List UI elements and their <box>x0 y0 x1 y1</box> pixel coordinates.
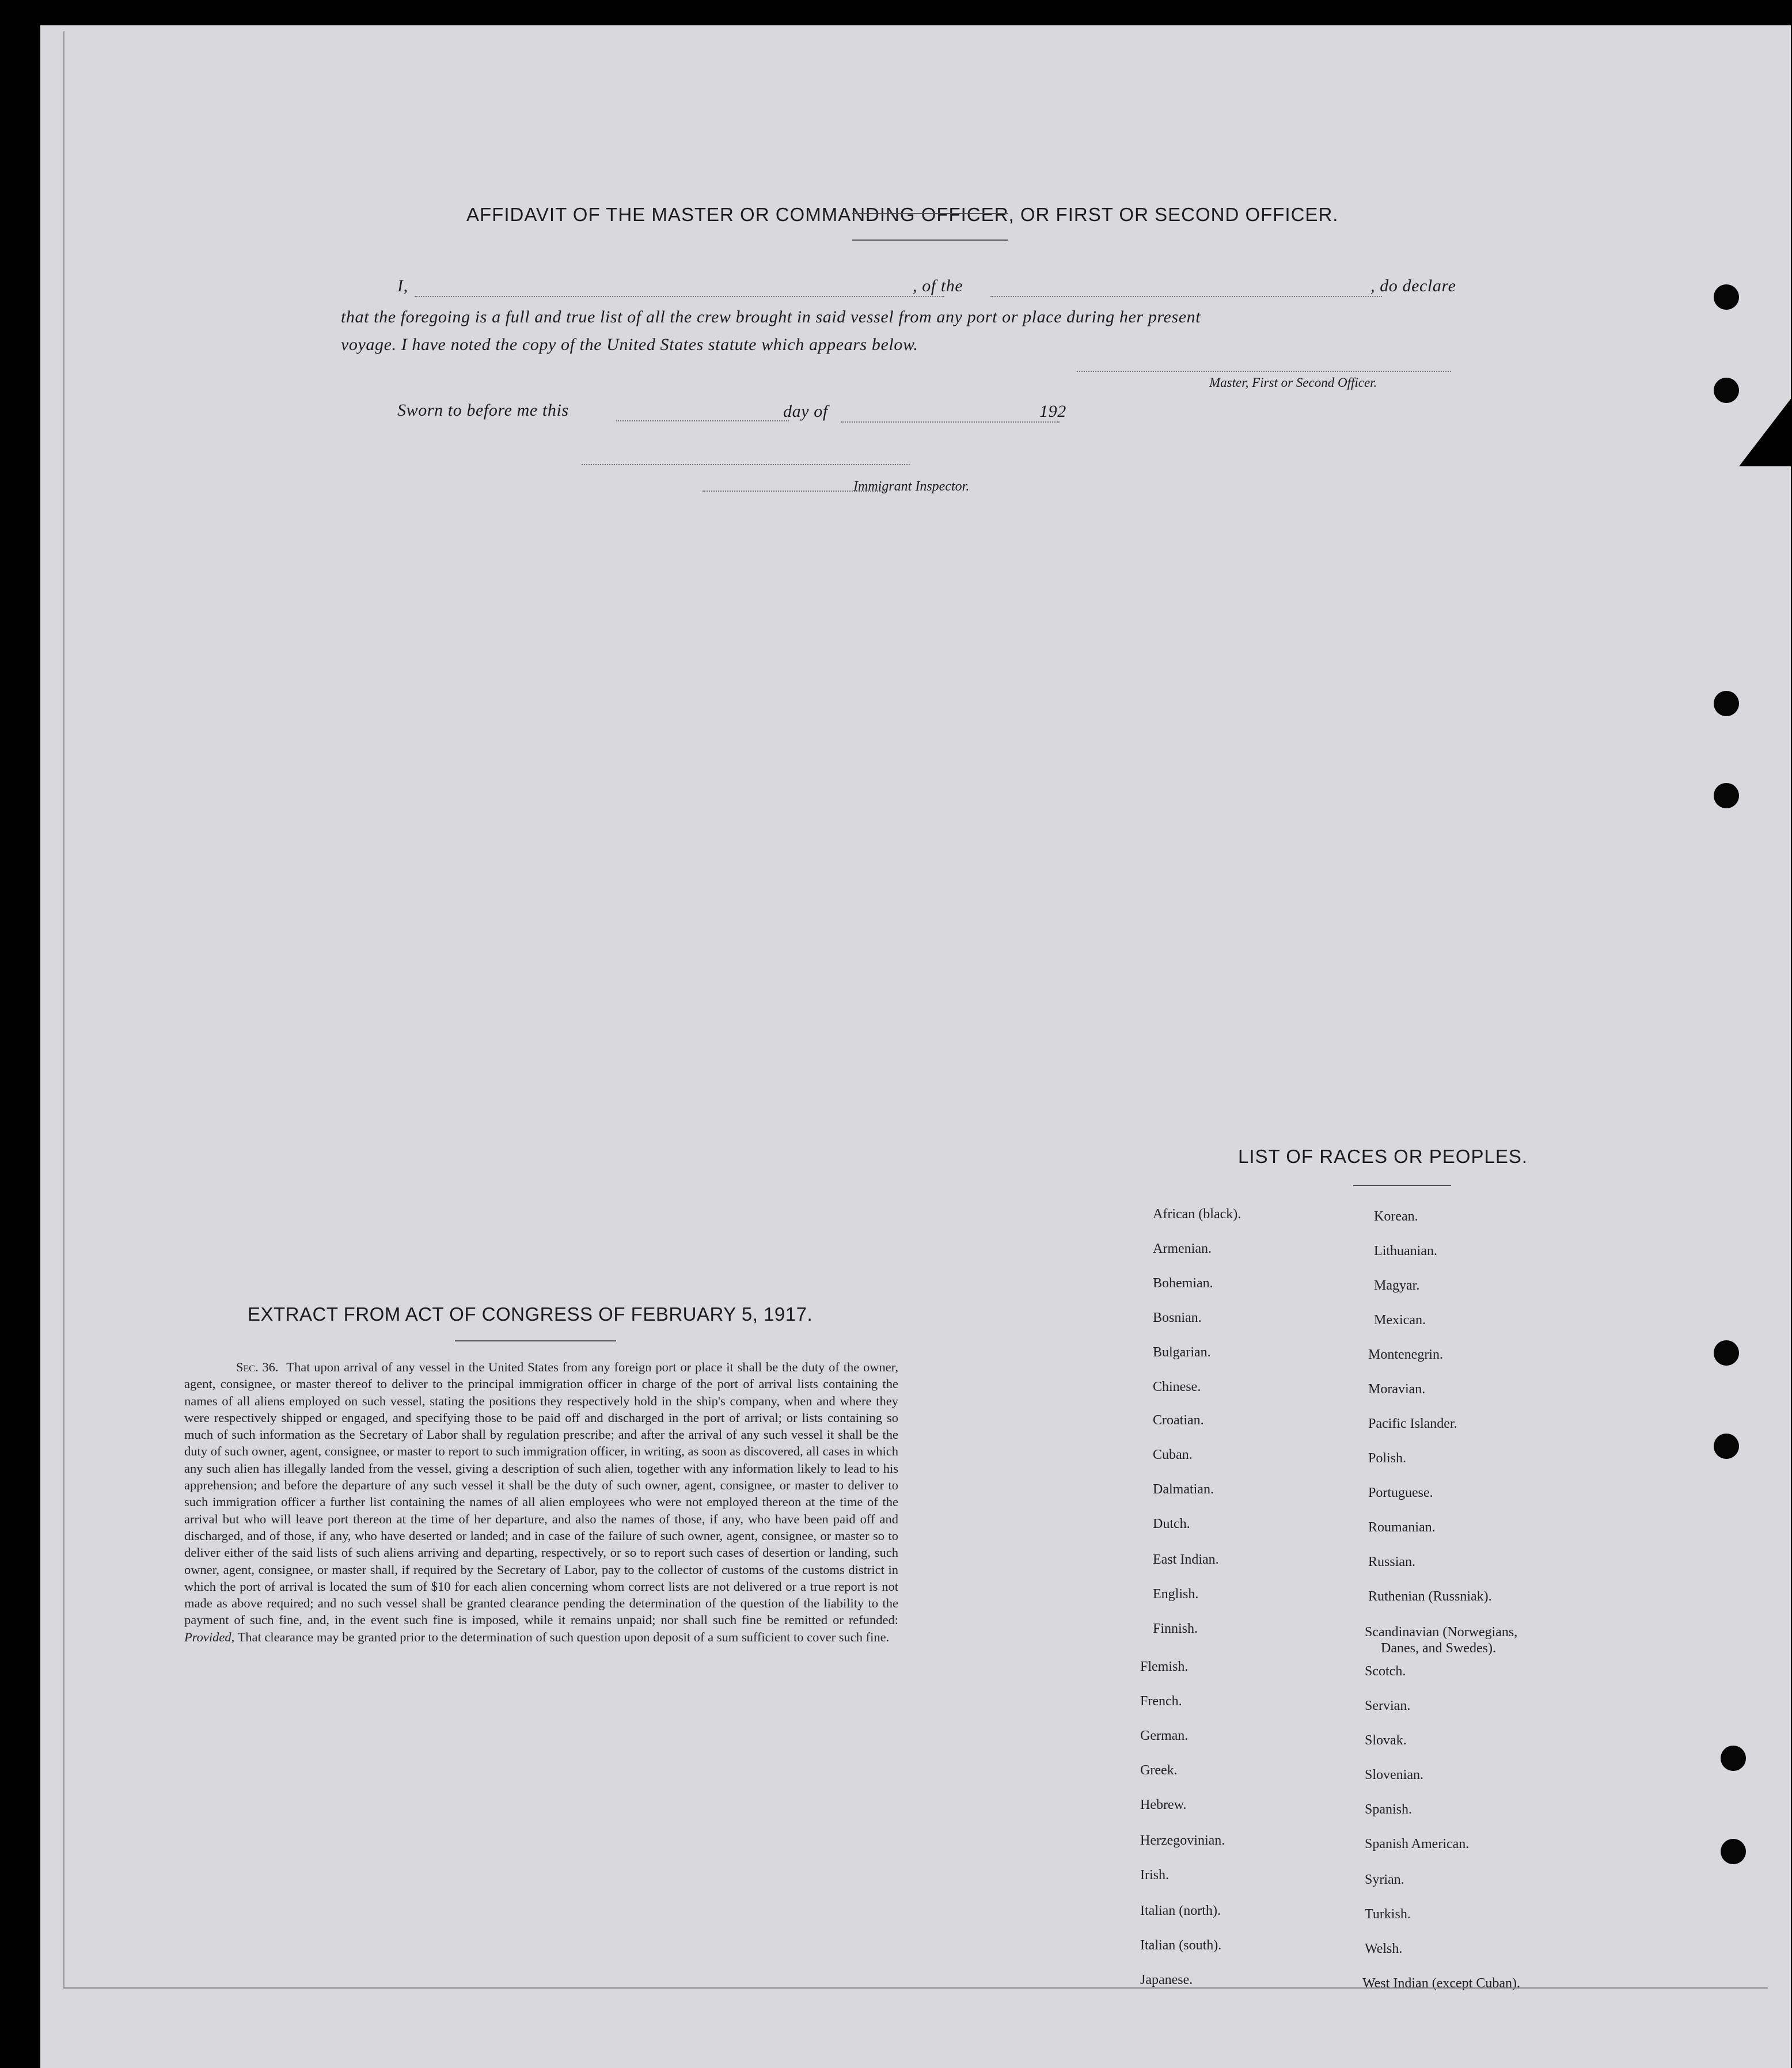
race-item: Roumanian. <box>1368 1520 1436 1535</box>
title-divider <box>852 213 1008 214</box>
race-item: Scandinavian (Norwegians, <box>1365 1625 1518 1640</box>
punch-hole <box>1714 1340 1739 1366</box>
declarant-label: I, <box>397 276 408 295</box>
race-item: African (black). <box>1153 1207 1242 1222</box>
race-item: Pacific Islander. <box>1368 1416 1457 1431</box>
race-item: Cuban. <box>1153 1447 1193 1462</box>
race-item: Lithuanian. <box>1374 1244 1437 1259</box>
extract-title-underline <box>455 1340 616 1341</box>
sworn-month-line[interactable] <box>841 421 1060 423</box>
race-item: Japanese. <box>1140 1972 1193 1987</box>
race-item: Armenian. <box>1153 1241 1212 1256</box>
race-item: Chinese. <box>1153 1379 1201 1394</box>
document-page <box>40 25 1791 2068</box>
race-item: Syrian. <box>1365 1872 1404 1887</box>
race-item: Mexican. <box>1374 1313 1426 1328</box>
punch-hole <box>1714 691 1739 716</box>
bottom-border-line <box>63 1987 1768 1989</box>
race-item: Danes, and Swedes). <box>1381 1641 1496 1656</box>
race-item: Dutch. <box>1153 1516 1190 1531</box>
races-title: LIST OF RACES OR PEOPLES. <box>1238 1146 1528 1167</box>
do-declare-label: , do declare <box>1370 276 1456 295</box>
race-item: Russian. <box>1368 1554 1416 1569</box>
race-item: Bohemian. <box>1153 1276 1213 1291</box>
race-item: Herzegovinian. <box>1140 1833 1225 1848</box>
race-item: Portuguese. <box>1368 1485 1433 1500</box>
race-item: Servian. <box>1365 1698 1411 1713</box>
master-caption: Master, First or Second Officer. <box>1209 375 1377 390</box>
race-item: Greek. <box>1140 1763 1178 1778</box>
of-the-label: , of the <box>913 276 963 295</box>
declarant-name-line[interactable] <box>415 296 944 297</box>
title-underline <box>852 240 1008 241</box>
race-item: French. <box>1140 1694 1182 1709</box>
sworn-day-line[interactable] <box>616 420 789 421</box>
race-item: Finnish. <box>1153 1621 1198 1636</box>
race-item: Spanish American. <box>1365 1837 1470 1852</box>
race-item: Hebrew. <box>1140 1797 1187 1812</box>
race-item: East Indian. <box>1153 1552 1219 1567</box>
race-item: Dalmatian. <box>1153 1482 1214 1497</box>
inspector-caption: Immigrant Inspector. <box>853 479 970 494</box>
race-item: Korean. <box>1374 1209 1418 1224</box>
race-item: Magyar. <box>1374 1278 1420 1293</box>
punch-hole <box>1714 783 1739 808</box>
race-item: English. <box>1153 1587 1199 1602</box>
race-item: Italian (north). <box>1140 1903 1221 1918</box>
race-item: Bulgarian. <box>1153 1345 1211 1360</box>
race-item: West Indian (except Cuban). <box>1362 1976 1520 1991</box>
inspector-signature-line[interactable] <box>582 464 910 465</box>
race-item: Irish. <box>1140 1868 1169 1883</box>
race-item: Flemish. <box>1140 1659 1189 1674</box>
races-title-underline <box>1353 1185 1451 1186</box>
race-item: Italian (south). <box>1140 1938 1222 1953</box>
race-item: German. <box>1140 1728 1189 1743</box>
race-item: Scotch. <box>1365 1664 1406 1679</box>
race-item: Slovak. <box>1365 1733 1407 1748</box>
year-prefix: 192 <box>1039 402 1066 421</box>
proviso-label: Provided, <box>184 1629 235 1644</box>
torn-corner <box>1739 397 1792 466</box>
section-label: Sec. 36. <box>236 1360 279 1374</box>
day-of-label: day of <box>783 402 828 421</box>
race-item: Welsh. <box>1365 1941 1403 1956</box>
punch-hole <box>1714 284 1739 310</box>
punch-hole <box>1721 1839 1746 1864</box>
declaration-line-3: voyage. I have noted the copy of the United States statute which appears below. <box>341 335 918 354</box>
affidavit-title: AFFIDAVIT OF THE MASTER OR COMMANDING OFFICER, OR FIRST OR SECOND OFFICER. <box>466 204 1339 225</box>
race-item: Polish. <box>1368 1451 1407 1466</box>
race-item: Slovenian. <box>1365 1767 1423 1782</box>
left-border-line <box>63 31 64 1987</box>
extract-title: EXTRACT FROM ACT OF CONGRESS OF FEBRUARY 5, 1917. <box>248 1303 813 1325</box>
race-item: Bosnian. <box>1153 1310 1202 1325</box>
statute-text <box>184 1359 898 1645</box>
race-item: Turkish. <box>1365 1907 1411 1922</box>
race-item: Croatian. <box>1153 1413 1204 1428</box>
statute-body-part1: That upon arrival of any vessel in the United States from any foreign port or place it shall be the duty of the owner, agent, consignee, or master thereof to deliver to the principal immigration officer in charge of the port of arrival lists containing the names of all aliens employed on such vessel, stating the positions they respectively hold in the ship's company, when and where they were respectively shipped or engaged, and specifying those to be paid off and discharged in the port of arrival; or lists containing so much of such information as the Secretary of Labor shall by regulation prescribe; and after the arrival of any such vessel it shall be the duty of such owner, agent, consignee, or master to report to such immigration officer, in writing, as soon as discovered, all cases in which any such alien has illegally landed from the vessel, giving a description of such alien, together with any information likely to lead to his apprehension; and before the departure of any such vessel it shall be the duty of such owner, agent, consignee, or master to deliver to such immigration officer a further list containing the names of all alien employees who were not employed thereon at the time of the arrival but who will leave port thereon at the time of her departure, and also the names of those, if any, who have been paid off and discharged, and of those, if any, who have deserted or landed; and in case of the failure of such owner, agent, consignee, or master so to deliver either of the said lists of such aliens arriving and departing, respectively, or so to report such cases of desertion or landing, such owner, agent, consignee, or master shall, if required by the Secretary of Labor, pay to the collector of customs of the customs district in which the port of arrival is located the sum of $10 for each alien concerning whom correct lists are not delivered or a true report is not made as above required; and no such vessel shall be granted clearance pending the determination of the question of the liability to the payment of such fine, and, in the event such fine is imposed, while it remains unpaid; nor shall such fine be remitted or refunded: <box>184 1360 899 1628</box>
race-item: Montenegrin. <box>1368 1347 1443 1362</box>
statute-paragraph <box>184 1359 898 1645</box>
statute-body-part2: That clearance may be granted prior to the determination of such question upon deposit of a sum sufficient to cover such fine. <box>237 1629 890 1644</box>
punch-hole <box>1714 378 1739 403</box>
sworn-label: Sworn to before me this <box>397 401 569 420</box>
master-signature-line[interactable] <box>1077 371 1451 372</box>
vessel-name-line[interactable] <box>990 296 1382 297</box>
race-item: Spanish. <box>1365 1802 1413 1817</box>
race-item: Moravian. <box>1368 1382 1426 1397</box>
declaration-line-2: that the foregoing is a full and true list of all the crew brought in said vessel from any port or place during her present <box>341 307 1201 326</box>
punch-hole <box>1714 1434 1739 1459</box>
race-item: Ruthenian (Russniak). <box>1368 1589 1492 1604</box>
punch-hole <box>1721 1746 1746 1771</box>
